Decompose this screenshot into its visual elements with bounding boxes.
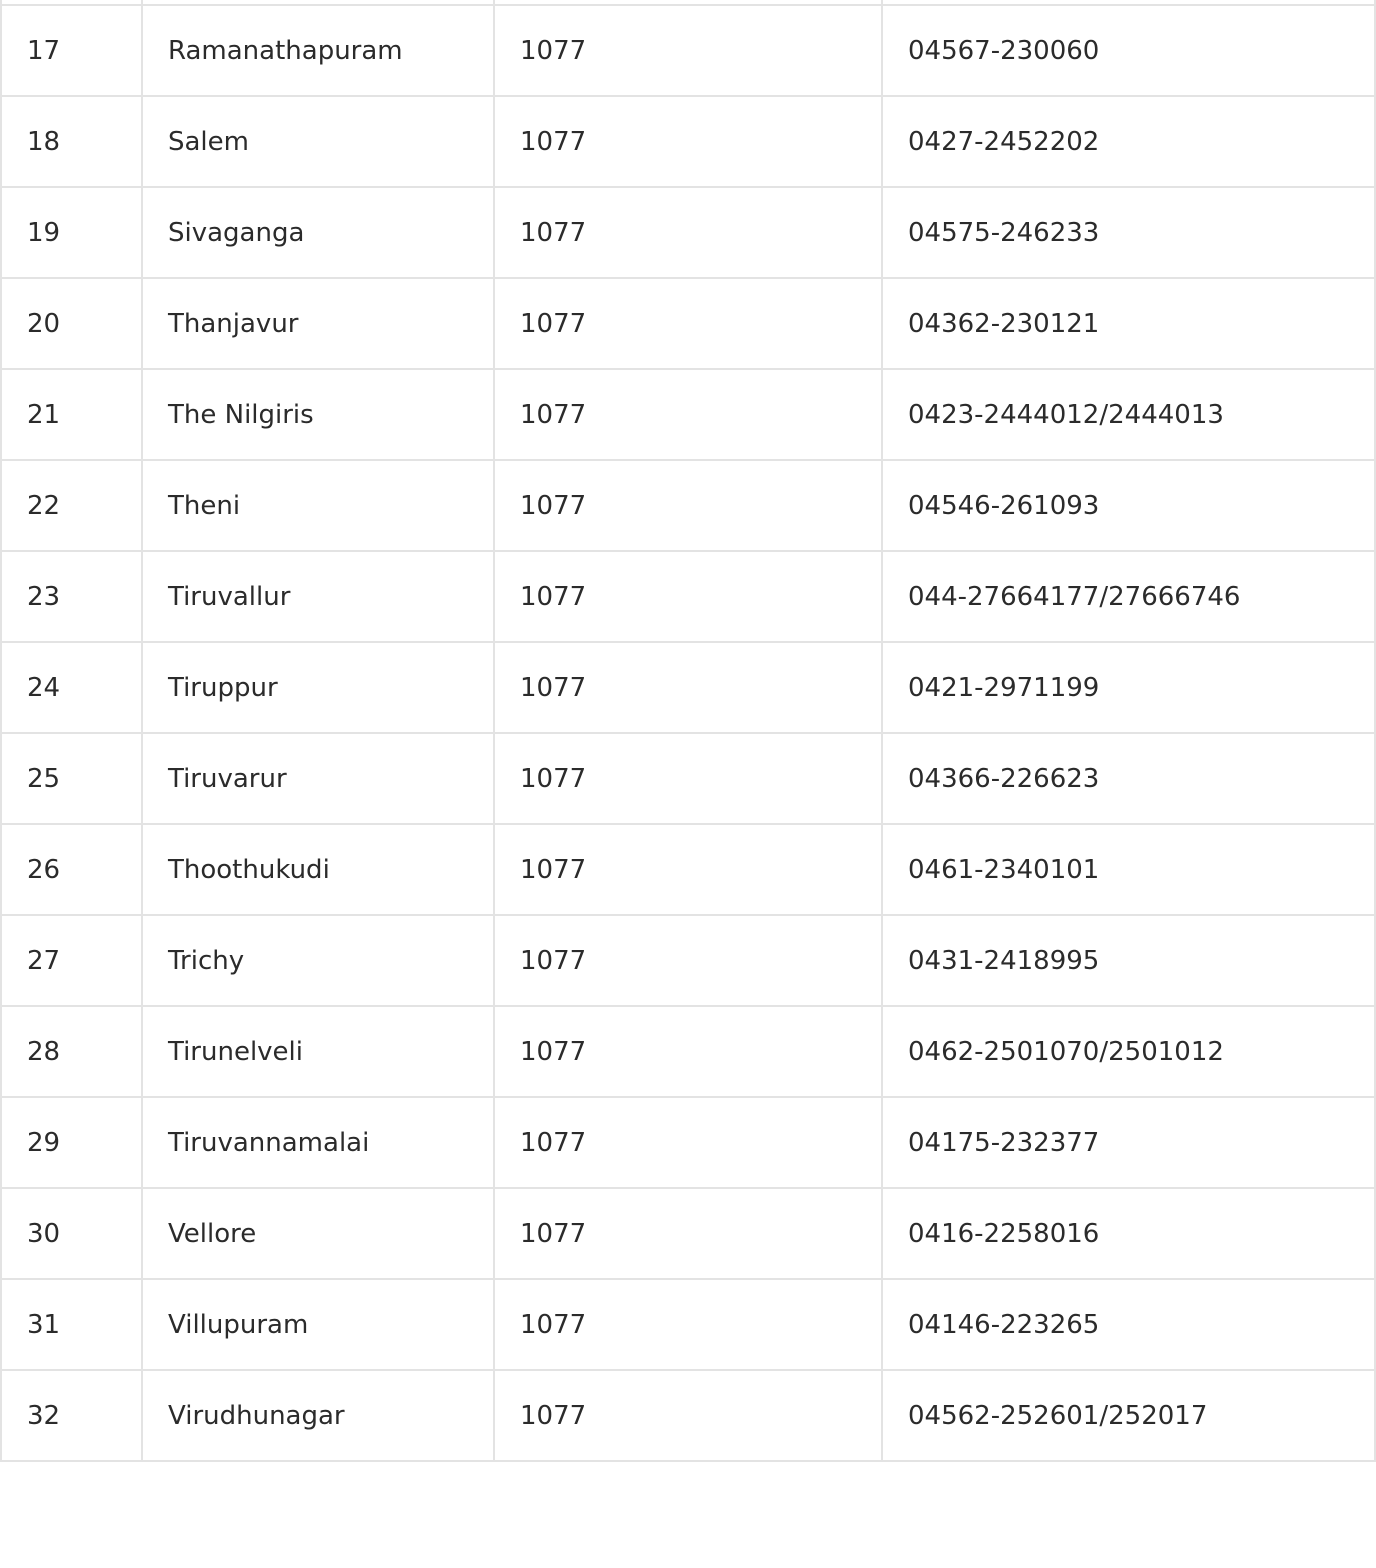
toll-free-cell: 1077 [494,460,882,551]
toll-free-cell: 1077 [494,369,882,460]
toll-free-cell: 1077 [494,733,882,824]
serial-number-cell: 32 [1,1370,142,1461]
phone-cell: 04366-226623 [882,733,1375,824]
toll-free-cell: 1077 [494,187,882,278]
serial-number-cell: 17 [1,5,142,96]
toll-free-cell: 1077 [494,824,882,915]
phone-cell: 04362-230121 [882,278,1375,369]
table-row [1,1279,1375,1370]
table-row [1,460,1375,551]
toll-free-cell: 1077 [494,1188,882,1279]
serial-number-cell: 28 [1,1006,142,1097]
table-row [1,187,1375,278]
serial-number-cell: 27 [1,915,142,1006]
phone-cell: 0462-2501070/2501012 [882,1006,1375,1097]
toll-free-cell: 1077 [494,1279,882,1370]
district-cell: The Nilgiris [142,369,494,460]
serial-number-cell: 21 [1,369,142,460]
serial-number-cell: 30 [1,1188,142,1279]
serial-number-cell: 24 [1,642,142,733]
serial-number-cell: 29 [1,1097,142,1188]
toll-free-cell: 1077 [494,1370,882,1461]
phone-cell: 0431-2418995 [882,915,1375,1006]
phone-cell: 04567-230060 [882,5,1375,96]
toll-free-cell: 1077 [494,1097,882,1188]
toll-free-cell: 1077 [494,551,882,642]
district-cell: Thoothukudi [142,824,494,915]
district-cell: Virudhunagar [142,1370,494,1461]
phone-cell: 0416-2258016 [882,1188,1375,1279]
toll-free-cell: 1077 [494,1006,882,1097]
table-row [1,5,1375,96]
table-row [1,1006,1375,1097]
district-cell: Tiruppur [142,642,494,733]
table-row [1,915,1375,1006]
phone-cell: 04175-232377 [882,1097,1375,1188]
serial-number-cell: 26 [1,824,142,915]
serial-number-cell: 23 [1,551,142,642]
table-row [1,96,1375,187]
toll-free-cell: 1077 [494,5,882,96]
phone-cell: 0427-2452202 [882,96,1375,187]
district-cell: Sivaganga [142,187,494,278]
serial-number-cell: 20 [1,278,142,369]
table-row [1,1097,1375,1188]
phone-cell: 04575-246233 [882,187,1375,278]
phone-cell: 0423-2444012/2444013 [882,369,1375,460]
district-cell: Thanjavur [142,278,494,369]
serial-number-cell: 25 [1,733,142,824]
district-cell: Vellore [142,1188,494,1279]
table-body [1,0,1375,1461]
district-cell: Salem [142,96,494,187]
toll-free-cell: 1077 [494,915,882,1006]
phone-cell: 044-27664177/27666746 [882,551,1375,642]
table-row [1,278,1375,369]
serial-number-cell: 18 [1,96,142,187]
district-cell: Trichy [142,915,494,1006]
phone-cell: 04562-252601/252017 [882,1370,1375,1461]
phone-cell: 0421-2971199 [882,642,1375,733]
district-cell: Theni [142,460,494,551]
table-row [1,642,1375,733]
phone-cell: 0461-2340101 [882,824,1375,915]
table-row [1,824,1375,915]
phone-cell: 04546-261093 [882,460,1375,551]
toll-free-cell: 1077 [494,96,882,187]
toll-free-cell: 1077 [494,642,882,733]
phone-cell: 04146-223265 [882,1279,1375,1370]
district-cell: Tiruvarur [142,733,494,824]
serial-number-cell: 31 [1,1279,142,1370]
district-cell: Tiruvannamalai [142,1097,494,1188]
toll-free-cell: 1077 [494,278,882,369]
table-row [1,551,1375,642]
district-cell: Villupuram [142,1279,494,1370]
table-row [1,369,1375,460]
table-row [1,733,1375,824]
district-cell: Tirunelveli [142,1006,494,1097]
district-cell: Ramanathapuram [142,5,494,96]
district-cell: Tiruvallur [142,551,494,642]
serial-number-cell: 19 [1,187,142,278]
serial-number-cell: 22 [1,460,142,551]
table-row [1,1370,1375,1461]
table-row [1,1188,1375,1279]
